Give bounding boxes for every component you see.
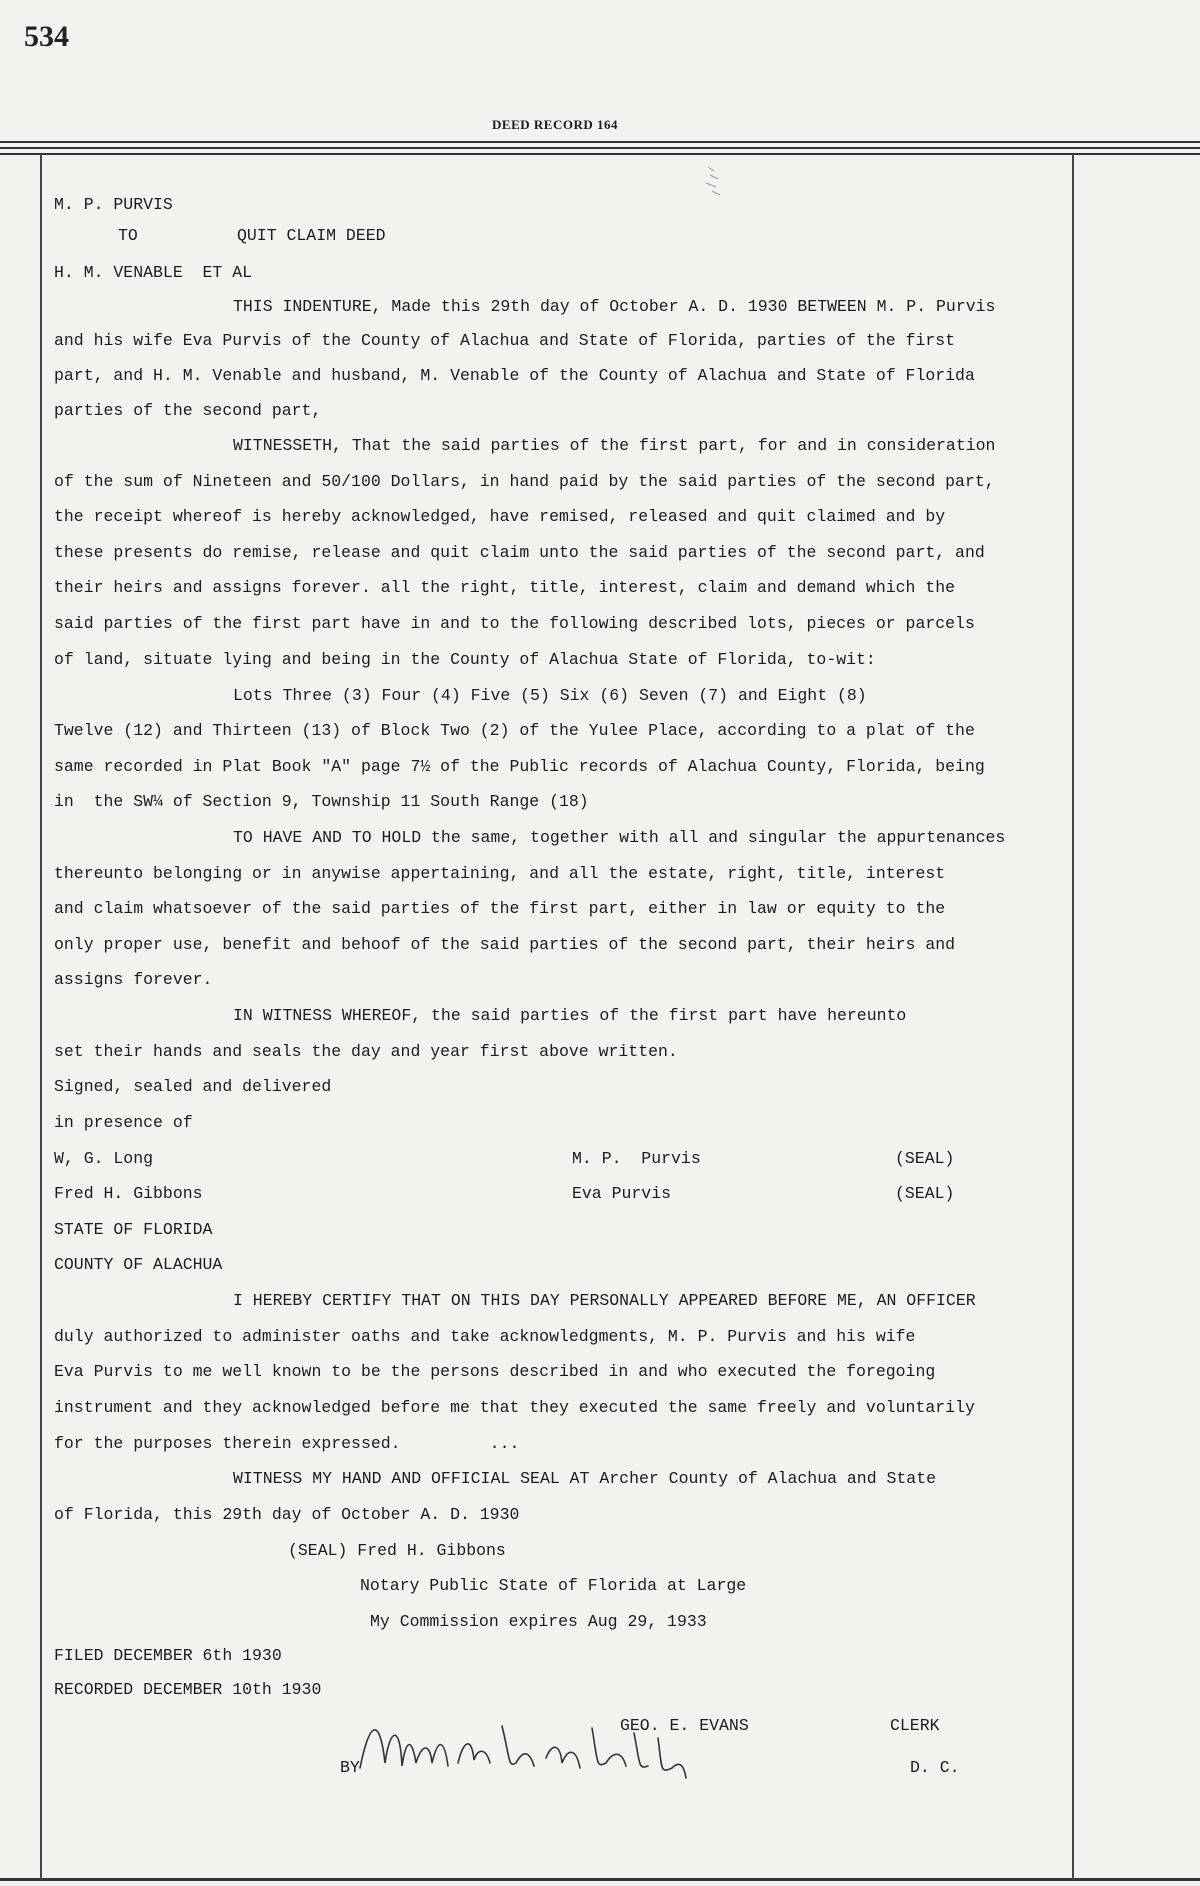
body-line: of the sum of Nineteen and 50/100 Dollars, in hand paid by the said parties of the second part, [54, 472, 995, 491]
body-line: in presence of [54, 1113, 193, 1132]
body-line: set their hands and seals the day and year first above written. [54, 1042, 678, 1061]
body-line: THIS INDENTURE, Made this 29th day of October A. D. 1930 BETWEEN M. P. Purvis [233, 297, 996, 316]
state-heading: STATE OF FLORIDA [54, 1220, 213, 1239]
ack-line: I HEREBY CERTIFY THAT ON THIS DAY PERSONALLY APPEARED BEFORE ME, AN OFFICER [233, 1291, 976, 1310]
county-heading: COUNTY OF ALACHUA [54, 1255, 223, 1274]
recorded-date: RECORDED DECEMBER 10th 1930 [54, 1680, 322, 1699]
body-line: parties of the second part, [54, 401, 322, 420]
clerk-title: CLERK [890, 1716, 940, 1735]
grantor-name: M. P. PURVIS [54, 195, 173, 214]
body-line: Signed, sealed and delivered [54, 1077, 332, 1096]
clerk-name: GEO. E. EVANS [620, 1716, 749, 1735]
body-line: in the SW¼ of Section 9, Township 11 South Range (18) [54, 792, 589, 811]
body-line: these presents do remise, release and quit claim unto the said parties of the second part, and [54, 543, 985, 562]
ack-line: for the purposes therein expressed. ... [54, 1434, 520, 1453]
body-line: and his wife Eva Purvis of the County of Alachua and State of Florida, parties of the first [54, 331, 956, 350]
body-line: assigns forever. [54, 970, 213, 989]
body-line: part, and H. M. Venable and husband, M. Venable of the County of Alachua and State of Florida [54, 366, 975, 385]
deputy-signature [340, 1708, 720, 1803]
deputy-title: D. C. [910, 1758, 960, 1777]
body-line: WITNESSETH, That the said parties of the first part, for and in consideration [233, 436, 996, 455]
margin-scribble [700, 165, 730, 205]
ack-line: instrument and they acknowledged before me that they executed the same freely and voluntarily [54, 1398, 975, 1417]
header-rule-1 [0, 141, 1200, 143]
body-line: TO HAVE AND TO HOLD the same, together with all and singular the appurtenances [233, 828, 1006, 847]
notary-title: Notary Public State of Florida at Large [360, 1576, 747, 1595]
left-margin-rule [40, 153, 42, 1880]
ack-line: of Florida, this 29th day of October A. D. 1930 [54, 1505, 520, 1524]
footer-rule [0, 1878, 1200, 1881]
notary-seal: (SEAL) Fred H. Gibbons [288, 1541, 506, 1560]
header-rule-3 [0, 153, 1200, 155]
witness-1: W, G. Long [54, 1149, 154, 1168]
right-margin-rule [1072, 153, 1074, 1880]
book-header: DEED RECORD 164 [492, 117, 618, 132]
body-line: Lots Three (3) Four (4) Five (5) Six (6) Seven (7) and Eight (8) [233, 686, 867, 705]
ack-line: duly authorized to administer oaths and take acknowledgments, M. P. Purvis and his wife [54, 1327, 916, 1346]
header-rule-2 [0, 147, 1200, 149]
signer-2: Eva Purvis [572, 1184, 672, 1203]
witness-2: Fred H. Gibbons [54, 1184, 203, 1203]
to-label: TO [118, 226, 138, 245]
ack-line: WITNESS MY HAND AND OFFICIAL SEAL AT Archer County of Alachua and State [233, 1469, 937, 1488]
body-line: IN WITNESS WHEREOF, the said parties of the first part have hereunto [233, 1006, 907, 1025]
body-line: the receipt whereof is hereby acknowledged, have remised, released and quit claimed and by [54, 507, 946, 526]
signer-1: M. P. Purvis [572, 1149, 701, 1168]
page-number: 534 [24, 20, 69, 53]
filed-date: FILED DECEMBER 6th 1930 [54, 1646, 282, 1665]
seal-2: (SEAL) [895, 1184, 955, 1203]
body-line: of land, situate lying and being in the County of Alachua State of Florida, to-wit: [54, 650, 876, 669]
ack-line: Eva Purvis to me well known to be the persons described in and who executed the foregoing [54, 1362, 936, 1381]
body-line: their heirs and assigns forever. all the right, title, interest, claim and demand which the [54, 578, 956, 597]
body-line: Twelve (12) and Thirteen (13) of Block Two (2) of the Yulee Place, according to a plat of the [54, 721, 975, 740]
by-label: BY [340, 1758, 360, 1777]
seal-1: (SEAL) [895, 1149, 955, 1168]
body-line: and claim whatsoever of the said parties of the first part, either in law or equity to the [54, 899, 946, 918]
deed-type: QUIT CLAIM DEED [237, 226, 386, 245]
body-line: said parties of the first part have in and to the following described lots, pieces or parcels [54, 614, 975, 633]
commission-expiry: My Commission expires Aug 29, 1933 [370, 1612, 707, 1631]
grantee-name: H. M. VENABLE ET AL [54, 263, 253, 282]
body-line: thereunto belonging or in anywise appertaining, and all the estate, right, title, interest [54, 864, 946, 883]
body-line: same recorded in Plat Book "A" page 7½ of the Public records of Alachua County, Florida, being [54, 757, 985, 776]
body-line: only proper use, benefit and behoof of the said parties of the second part, their heirs and [54, 935, 956, 954]
